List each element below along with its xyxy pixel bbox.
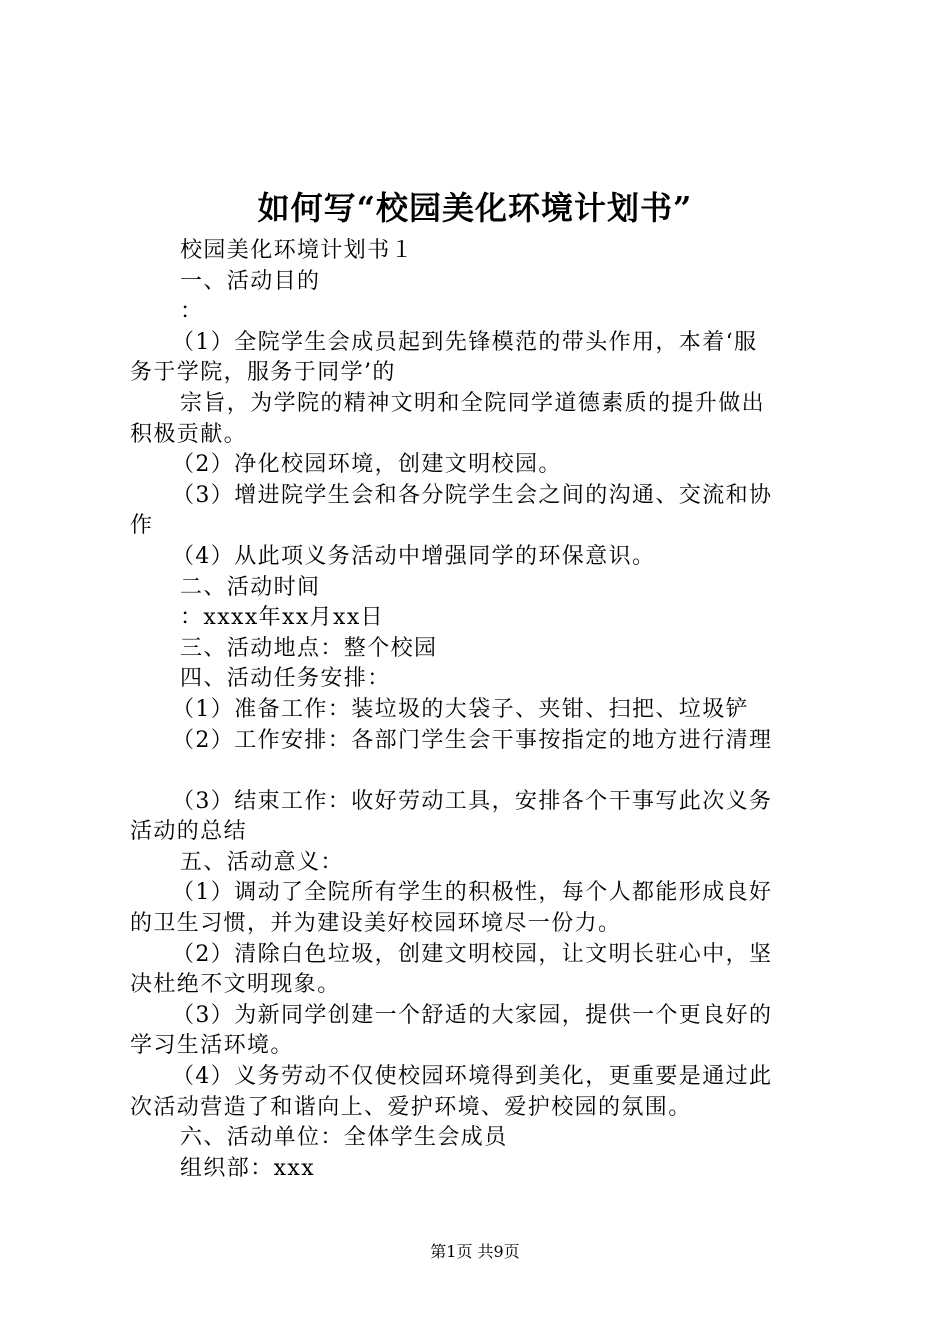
text-line: 的卫生习惯，并为建设美好校园环境尽一份力。 [130,911,622,937]
text-line: （1）全院学生会成员起到先锋模范的带头作用，本着‘服 [172,329,758,355]
section-heading-6: 六、活动单位：全体学生会成员 [180,1125,508,1151]
text-line: （1）准备工作：装垃圾的大袋子、夹钳、扫把、垃圾铲 [172,696,749,722]
text-line: 务于学院，服务于同学’的 [130,360,396,386]
text-line: 积极贡献。 [130,421,248,447]
document-body [0,236,950,1184]
text-line: （2）清除白色垃圾，创建文明校园，让文明长驻心中，坚 [172,941,773,967]
text-line: ：xxxx年xx月xx日 [180,605,385,631]
page-footer: 第1页 共9页 [430,1242,520,1261]
text-line: 活动的总结 [130,819,248,845]
text-line: ： [180,299,204,325]
section-heading-2: 二、活动时间 [180,574,321,600]
text-line: （3）增进院学生会和各分院学生会之间的沟通、交流和协 [172,482,773,508]
blank-line [0,756,950,787]
text-line: （1）调动了全院所有学生的积极性，每个人都能形成良好 [172,880,773,906]
text-line: （3）为新同学创建一个舒适的大家园，提供一个更良好的 [172,1002,773,1028]
text-line: （2）净化校园环境，创建文明校园。 [172,452,562,478]
text-line: 次活动营造了和谐向上、爱护环境、爱护校园的氛围。 [130,1094,692,1120]
section-heading-4: 四、活动任务安排： [180,666,391,692]
section-heading-5: 五、活动意义： [180,849,344,875]
text-line: 组织部：xxx [180,1155,316,1181]
document-title: 如何写“校园美化环境计划书” [257,189,693,227]
section-heading-1: 一、活动目的 [180,268,321,294]
text-line: （3）结束工作：收好劳动工具，安排各个干事写此次义务 [172,788,773,814]
text-line: （4）从此项义务活动中增强同学的环保意识。 [172,543,656,569]
text-line: 学习生活环境。 [130,1033,294,1059]
text-line: 宗旨，为学院的精神文明和全院同学道德素质的提升做出 [180,390,766,416]
subtitle-line: 校园美化环境计划书１ [180,238,415,263]
section-heading-3: 三、活动地点：整个校园 [180,635,438,661]
text-line: 决杜绝不文明现象。 [130,972,341,998]
text-line: （4）义务劳动不仅使校园环境得到美化，更重要是通过此 [172,1064,773,1090]
text-line: 作 [130,513,154,539]
text-line: （2）工作安排：各部门学生会干事按指定的地方进行清理 [172,727,773,753]
